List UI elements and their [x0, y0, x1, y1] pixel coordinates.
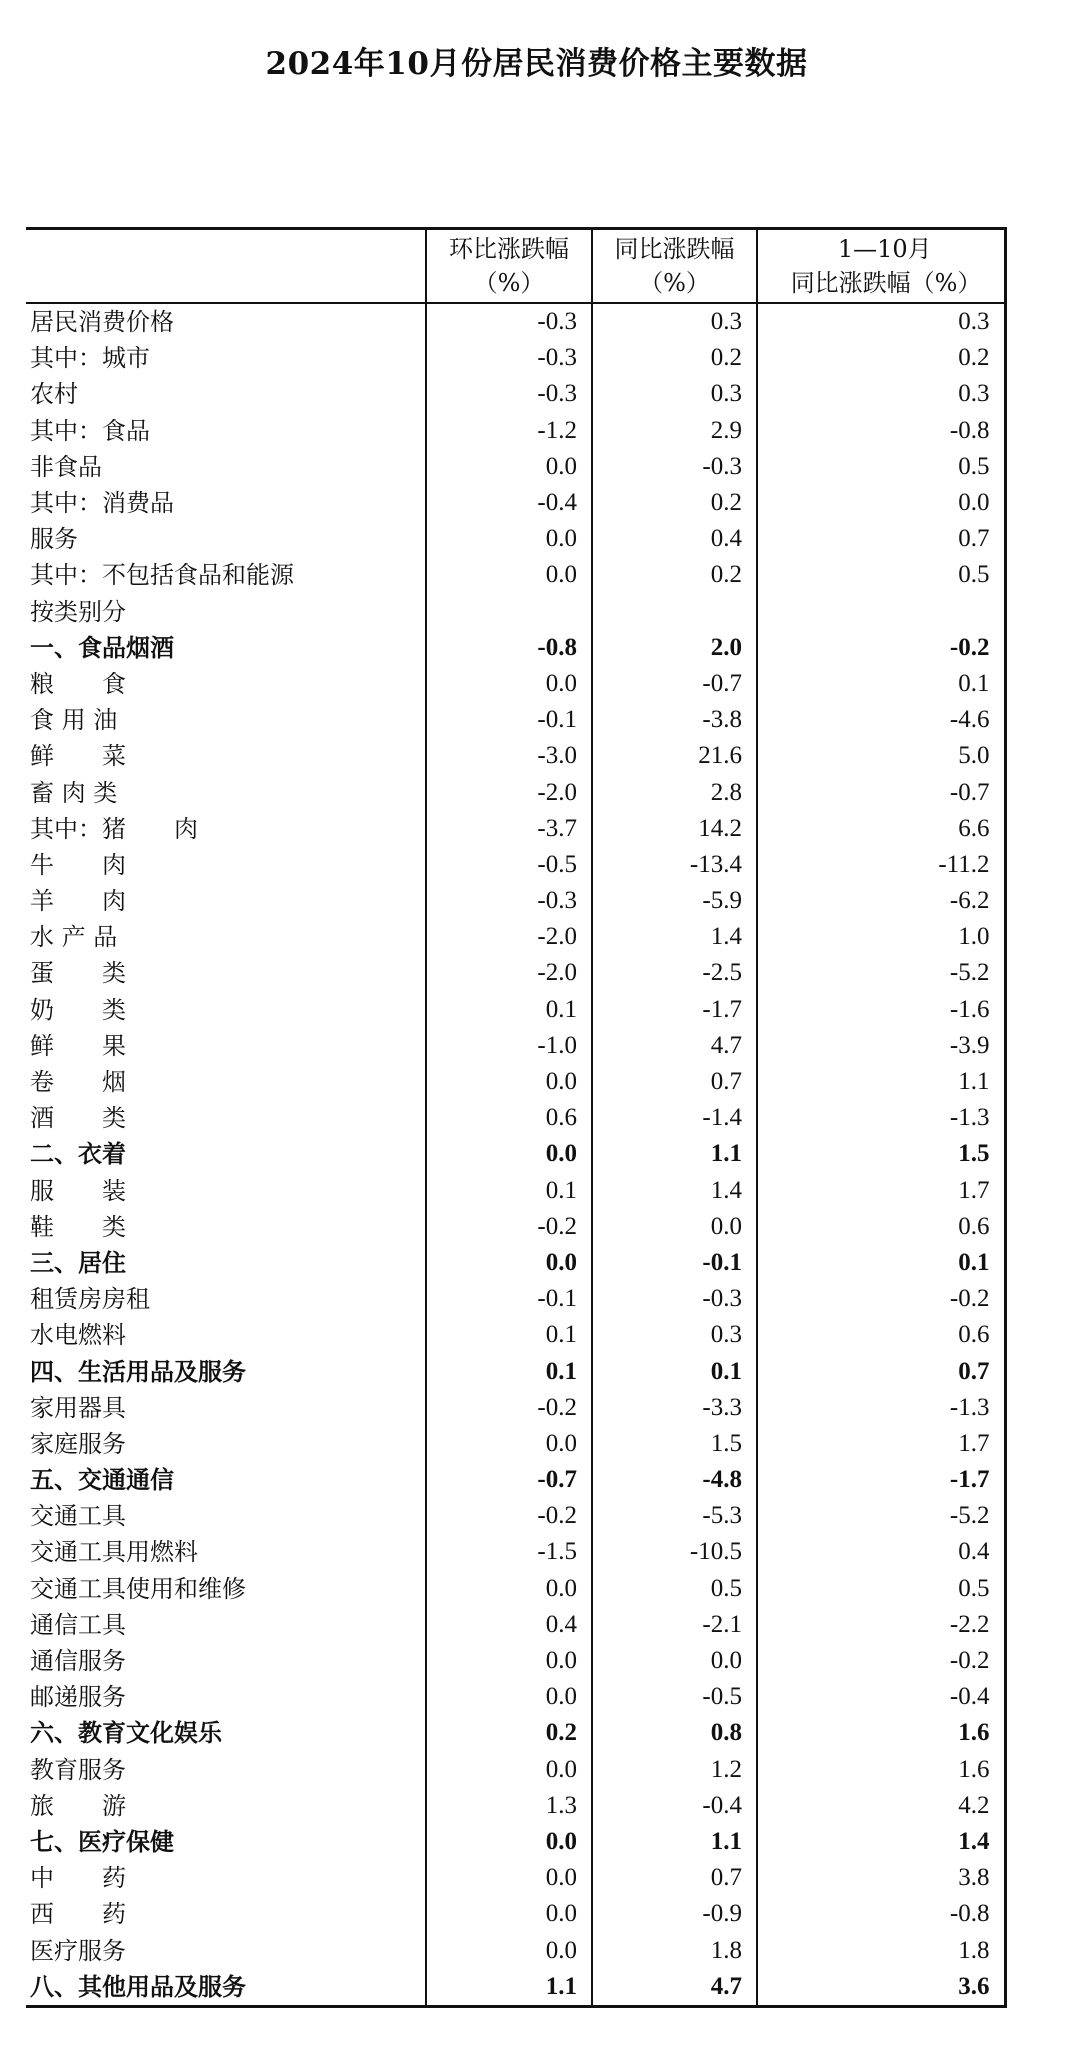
row-label: 卷 烟 — [30, 1068, 126, 1097]
table-row — [26, 1353, 1005, 1389]
row-label: 八、其他用品及服务 — [26, 1969, 426, 2007]
row-mom-value: 0.0 — [426, 521, 592, 557]
row-yoy-value: -3.8 — [592, 702, 757, 738]
row-label: 六、教育文化娱乐 — [30, 1718, 222, 1748]
table-row — [26, 1643, 1005, 1679]
row-label: 牛 肉 — [30, 850, 126, 879]
row-mom-value: 0.0 — [426, 1860, 592, 1896]
table-row — [26, 1064, 1005, 1100]
row-label: 鲜 果 — [30, 1031, 126, 1060]
table-row — [26, 594, 1005, 630]
row-ytd-value: -1.3 — [757, 1100, 1005, 1136]
table-row — [26, 1932, 1005, 1968]
table-row — [26, 1715, 1005, 1751]
table-row — [26, 1317, 1005, 1353]
table-row — [26, 1860, 1005, 1896]
row-ytd-value: -0.2 — [757, 630, 1005, 666]
header-ytd — [757, 229, 1005, 304]
row-mom-value: 0.0 — [426, 1679, 592, 1715]
row-mom-value: 1.3 — [426, 1788, 592, 1824]
row-yoy-value: 1.8 — [592, 1932, 757, 1968]
row-label: 家用器具 — [30, 1393, 126, 1422]
row-mom-value: 0.1 — [426, 1317, 592, 1353]
row-label: 其中：不包括食品和能源 — [30, 561, 294, 590]
row-ytd-value: -0.8 — [757, 1896, 1005, 1932]
row-label: 家庭服务 — [30, 1429, 126, 1458]
row-mom-value: -1.0 — [426, 1028, 592, 1064]
row-label: 其中：猪 肉 — [30, 814, 198, 843]
row-label: 其中：消费品 — [30, 489, 174, 518]
table-row — [26, 1390, 1005, 1426]
row-yoy-value: 0.2 — [592, 485, 757, 521]
row-mom-value: 0.0 — [426, 1896, 592, 1932]
row-label: 七、医疗保健 — [30, 1826, 174, 1856]
row-label: 酒 类 — [30, 1104, 126, 1133]
row-yoy-value: -0.3 — [592, 1281, 757, 1317]
header-mom-title: 环比涨跌幅 — [449, 235, 569, 263]
row-ytd-value: 0.4 — [757, 1534, 1005, 1570]
row-ytd-value: 1.1 — [757, 1064, 1005, 1100]
row-yoy-value: 2.8 — [592, 774, 757, 810]
row-ytd-value: 5.0 — [757, 738, 1005, 774]
row-mom-value: -0.2 — [426, 1209, 592, 1245]
row-mom-value: 0.0 — [426, 666, 592, 702]
row-yoy-value: -5.9 — [592, 883, 757, 919]
row-ytd-value: -0.7 — [757, 774, 1005, 810]
row-label: 四、生活用品及服务 — [30, 1356, 246, 1386]
row-ytd-value: 0.6 — [757, 1209, 1005, 1245]
row-yoy-value: -0.1 — [592, 1245, 757, 1281]
row-yoy-value: 2.9 — [592, 413, 757, 449]
row-yoy-value: 1.1 — [592, 1136, 757, 1172]
row-label: 五、交通通信 — [30, 1465, 174, 1495]
table-row — [26, 376, 1005, 412]
table-row — [26, 883, 1005, 919]
row-ytd-value: 0.1 — [757, 666, 1005, 702]
table-row — [26, 1788, 1005, 1824]
header-yoy — [592, 229, 757, 304]
row-ytd-value: 1.8 — [757, 1932, 1005, 1968]
table-row — [26, 847, 1005, 883]
row-ytd-value: 6.6 — [757, 811, 1005, 847]
table-row — [26, 1028, 1005, 1064]
row-mom-value: -3.0 — [426, 738, 592, 774]
row-label: 通信服务 — [30, 1647, 126, 1676]
table-row — [26, 919, 1005, 955]
row-mom-value: 0.0 — [426, 449, 592, 485]
row-mom-value: 0.0 — [426, 1426, 592, 1462]
row-yoy-value: 0.7 — [592, 1860, 757, 1896]
table-row — [26, 1969, 1005, 2007]
table-header — [26, 229, 1005, 304]
table-row — [26, 811, 1005, 847]
row-mom-value: -0.2 — [426, 1498, 592, 1534]
row-label: 通信工具 — [30, 1610, 126, 1639]
row-ytd-value: -1.3 — [757, 1390, 1005, 1426]
row-yoy-value: -0.5 — [592, 1679, 757, 1715]
table-row — [26, 1679, 1005, 1715]
table-row — [26, 1245, 1005, 1281]
row-ytd-value: -0.8 — [757, 413, 1005, 449]
row-yoy-value: 21.6 — [592, 738, 757, 774]
row-label: 水 产 品 — [30, 923, 118, 952]
row-label: 农村 — [30, 380, 78, 409]
header-ytd-period: 1—10月 — [837, 235, 932, 263]
row-label: 服务 — [30, 525, 78, 554]
row-ytd-value: -1.6 — [757, 992, 1005, 1028]
table-row — [26, 340, 1005, 376]
row-ytd-value: -0.2 — [757, 1281, 1005, 1317]
row-ytd-value: 0.5 — [757, 557, 1005, 593]
header-mom-unit: （%） — [473, 269, 545, 297]
row-yoy-value: -13.4 — [592, 847, 757, 883]
table-row — [26, 774, 1005, 810]
row-ytd-value: 4.2 — [757, 1788, 1005, 1824]
row-label: 鲜 菜 — [30, 742, 126, 771]
row-mom-value: -2.0 — [426, 774, 592, 810]
row-mom-value: -0.3 — [426, 340, 592, 376]
table-row — [26, 1498, 1005, 1534]
table-row — [26, 303, 1005, 340]
row-label: 羊 肉 — [30, 887, 126, 916]
header-yoy-unit: （%） — [639, 269, 710, 297]
row-label: 租赁房房租 — [30, 1285, 150, 1314]
row-ytd-value: 3.8 — [757, 1860, 1005, 1896]
row-label: 邮递服务 — [30, 1683, 126, 1712]
header-ytd-title: 同比涨跌幅（%） — [790, 269, 982, 297]
row-mom-value: -1.2 — [426, 413, 592, 449]
row-yoy-value — [592, 594, 757, 630]
table-row — [26, 1571, 1005, 1607]
row-ytd-value: -4.6 — [757, 702, 1005, 738]
row-label: 非食品 — [30, 452, 102, 481]
row-yoy-value: 4.7 — [592, 1028, 757, 1064]
row-yoy-value: -1.7 — [592, 992, 757, 1028]
row-mom-value: -2.0 — [426, 919, 592, 955]
row-yoy-value: 0.2 — [592, 340, 757, 376]
row-yoy-value: 0.3 — [592, 303, 757, 340]
row-label: 蛋 类 — [30, 959, 126, 988]
row-yoy-value: 4.7 — [592, 1969, 757, 2007]
page-title: 2024年10月份居民消费价格主要数据 — [265, 46, 808, 82]
row-yoy-value: 0.0 — [592, 1209, 757, 1245]
table-row — [26, 1100, 1005, 1136]
row-mom-value: 0.1 — [426, 992, 592, 1028]
row-label: 畜 肉 类 — [30, 778, 118, 807]
row-mom-value: 0.0 — [426, 1571, 592, 1607]
row-yoy-value: 1.5 — [592, 1426, 757, 1462]
table-row — [26, 738, 1005, 774]
row-yoy-value: -3.3 — [592, 1390, 757, 1426]
table-row — [26, 1607, 1005, 1643]
table-row — [26, 521, 1005, 557]
row-ytd-value: 0.1 — [757, 1245, 1005, 1281]
table-row — [26, 1281, 1005, 1317]
row-mom-value: 0.0 — [426, 1824, 592, 1860]
row-ytd-value: -3.9 — [757, 1028, 1005, 1064]
table-row — [26, 1752, 1005, 1788]
table-row — [26, 666, 1005, 702]
row-yoy-value: -2.5 — [592, 955, 757, 991]
row-mom-value: 0.6 — [426, 1100, 592, 1136]
row-yoy-value: 0.3 — [592, 1317, 757, 1353]
row-yoy-value: -0.3 — [592, 449, 757, 485]
row-label: 教育服务 — [30, 1755, 126, 1784]
row-mom-value: -0.1 — [426, 1281, 592, 1317]
row-ytd-value: 3.6 — [757, 1969, 1005, 2007]
row-ytd-value: 0.7 — [757, 1353, 1005, 1389]
row-ytd-value: 1.4 — [757, 1824, 1005, 1860]
row-yoy-value: 1.1 — [592, 1824, 757, 1860]
row-yoy-value: 0.4 — [592, 521, 757, 557]
header-yoy-title: 同比涨跌幅 — [614, 235, 735, 263]
row-ytd-value: -6.2 — [757, 883, 1005, 919]
row-mom-value: 0.0 — [426, 1752, 592, 1788]
table-row — [26, 1136, 1005, 1172]
row-ytd-value: 0.5 — [757, 1571, 1005, 1607]
row-ytd-value: 1.6 — [757, 1752, 1005, 1788]
row-mom-value: -0.1 — [426, 702, 592, 738]
row-ytd-value: 0.3 — [757, 303, 1005, 340]
row-mom-value: 0.1 — [426, 1173, 592, 1209]
row-ytd-value: 0.0 — [757, 485, 1005, 521]
row-label: 西 药 — [30, 1900, 126, 1929]
row-label: 水电燃料 — [30, 1321, 126, 1350]
row-mom-value: 0.4 — [426, 1607, 592, 1643]
table-row — [26, 702, 1005, 738]
row-yoy-value: 0.1 — [592, 1353, 757, 1389]
row-yoy-value: 1.4 — [592, 1173, 757, 1209]
row-yoy-value: -0.7 — [592, 666, 757, 702]
row-yoy-value: -0.9 — [592, 1896, 757, 1932]
row-ytd-value: -0.2 — [757, 1643, 1005, 1679]
row-label: 一、食品烟酒 — [30, 632, 174, 662]
table-row — [26, 1896, 1005, 1932]
row-ytd-value: 1.0 — [757, 919, 1005, 955]
row-mom-value: 0.0 — [426, 1136, 592, 1172]
row-ytd-value: 0.7 — [757, 521, 1005, 557]
table-body — [26, 303, 1005, 2006]
row-label: 医疗服务 — [30, 1936, 126, 1965]
table-row — [26, 1209, 1005, 1245]
row-label: 其中：城市 — [30, 344, 150, 373]
row-yoy-value: -5.3 — [592, 1498, 757, 1534]
row-mom-value: 0.0 — [426, 1643, 592, 1679]
table-row — [26, 992, 1005, 1028]
row-label: 三、居住 — [30, 1247, 126, 1277]
row-yoy-value: 0.2 — [592, 557, 757, 593]
row-mom-value: -0.8 — [426, 630, 592, 666]
row-label: 交通工具 — [30, 1502, 126, 1531]
row-ytd-value: 1.6 — [757, 1715, 1005, 1751]
row-label: 中 药 — [30, 1864, 126, 1893]
header-mom — [426, 229, 592, 304]
row-yoy-value: 1.2 — [592, 1752, 757, 1788]
row-mom-value: -0.3 — [426, 303, 592, 340]
row-label: 食 用 油 — [30, 706, 118, 735]
row-label: 鞋 类 — [30, 1212, 126, 1241]
row-ytd-value: 1.5 — [757, 1136, 1005, 1172]
row-ytd-value: -5.2 — [757, 955, 1005, 991]
row-label: 按类别分 — [30, 597, 126, 626]
row-ytd-value: 0.2 — [757, 340, 1005, 376]
row-yoy-value: 0.3 — [592, 376, 757, 412]
table-row — [26, 449, 1005, 485]
row-mom-value: 0.0 — [426, 1064, 592, 1100]
row-mom-value: 0.0 — [426, 1932, 592, 1968]
table-row — [26, 485, 1005, 521]
table-row — [26, 1534, 1005, 1570]
row-mom-value: 1.1 — [426, 1969, 592, 2007]
table-row — [26, 413, 1005, 449]
header-category — [26, 229, 426, 304]
row-mom-value: -1.5 — [426, 1534, 592, 1570]
row-mom-value: -0.4 — [426, 485, 592, 521]
row-label: 居民消费价格 — [30, 308, 174, 337]
row-ytd-value — [757, 594, 1005, 630]
row-ytd-value: -2.2 — [757, 1607, 1005, 1643]
row-yoy-value: 0.0 — [592, 1643, 757, 1679]
row-yoy-value: 0.7 — [592, 1064, 757, 1100]
row-label: 交通工具用燃料 — [30, 1538, 198, 1567]
row-yoy-value: -10.5 — [592, 1534, 757, 1570]
row-label: 其中：食品 — [30, 416, 150, 445]
row-mom-value: 0.2 — [426, 1715, 592, 1751]
row-ytd-value: 0.5 — [757, 449, 1005, 485]
row-yoy-value: -1.4 — [592, 1100, 757, 1136]
table-row — [26, 630, 1005, 666]
row-label: 奶 类 — [30, 995, 126, 1024]
row-label: 服 装 — [30, 1176, 126, 1205]
row-mom-value: -3.7 — [426, 811, 592, 847]
row-mom-value: 0.0 — [426, 1245, 592, 1281]
table-row — [26, 1462, 1005, 1498]
row-yoy-value: 0.8 — [592, 1715, 757, 1751]
row-label: 旅 游 — [30, 1791, 126, 1820]
row-ytd-value: -11.2 — [757, 847, 1005, 883]
row-mom-value: -0.7 — [426, 1462, 592, 1498]
table-row — [26, 1426, 1005, 1462]
row-yoy-value: -4.8 — [592, 1462, 757, 1498]
row-mom-value: 0.0 — [426, 557, 592, 593]
row-yoy-value: 0.5 — [592, 1571, 757, 1607]
row-mom-value: -0.2 — [426, 1390, 592, 1426]
row-label: 交通工具使用和维修 — [30, 1574, 246, 1603]
table-row — [26, 955, 1005, 991]
cpi-table — [26, 227, 1007, 2008]
row-mom-value — [426, 594, 592, 630]
row-yoy-value: 1.4 — [592, 919, 757, 955]
row-ytd-value: -1.7 — [757, 1462, 1005, 1498]
row-mom-value: -0.3 — [426, 376, 592, 412]
row-yoy-value: -2.1 — [592, 1607, 757, 1643]
row-ytd-value: -0.4 — [757, 1679, 1005, 1715]
row-yoy-value: 14.2 — [592, 811, 757, 847]
row-ytd-value: 0.6 — [757, 1317, 1005, 1353]
row-mom-value: 0.1 — [426, 1353, 592, 1389]
row-label: 二、衣着 — [30, 1139, 126, 1169]
row-label: 粮 食 — [30, 669, 126, 698]
table-row — [26, 557, 1005, 593]
table-row — [26, 1173, 1005, 1209]
row-ytd-value: 0.3 — [757, 376, 1005, 412]
row-mom-value: -0.5 — [426, 847, 592, 883]
row-ytd-value: 1.7 — [757, 1426, 1005, 1462]
row-ytd-value: 1.7 — [757, 1173, 1005, 1209]
row-yoy-value: -0.4 — [592, 1788, 757, 1824]
table-row — [26, 1824, 1005, 1860]
row-yoy-value: 2.0 — [592, 630, 757, 666]
row-mom-value: -2.0 — [426, 955, 592, 991]
row-mom-value: -0.3 — [426, 883, 592, 919]
row-ytd-value: -5.2 — [757, 1498, 1005, 1534]
